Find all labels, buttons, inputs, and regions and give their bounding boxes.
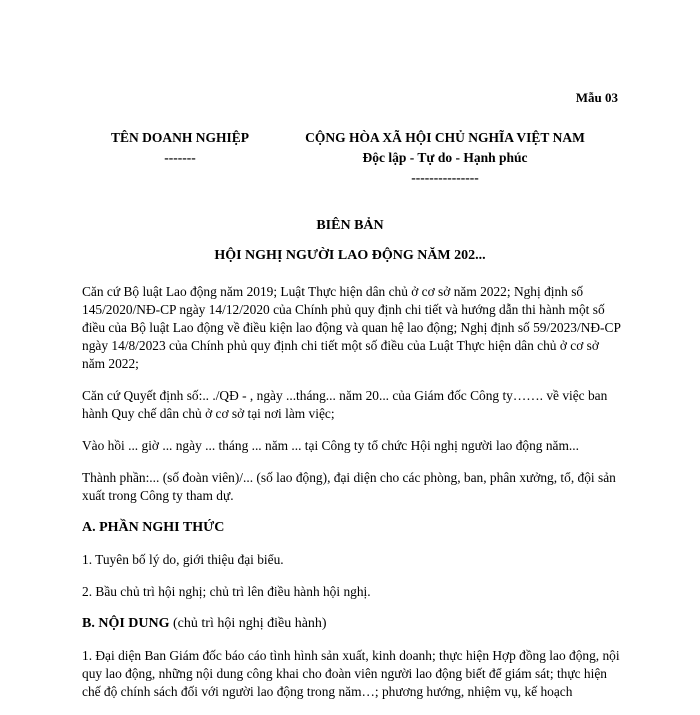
section-a-item: 2. Bầu chủ trì hội nghị; chủ trì lên điều hành hội nghị. [82,584,371,599]
paragraph-decision: Căn cứ Quyết định số:.. ./QĐ - , ngày ...tháng... năm 20... của Giám đốc Công ty……. về việc ban hành Quy chế dân chủ ở cơ sở tại nơi làm việc; [82,388,608,421]
national-divider: --------------- [411,170,479,185]
paragraph-participants: Thành phần:... (số đoàn viên)/... (số lao động), đại diện cho các phòng, ban, phân xưởng, tổ, đội sản xuất trong Công ty tham dự. [82,470,616,503]
paragraph-legal-basis: Căn cứ Bộ luật Lao động năm 2019; Luật Thực hiện dân chủ ở cơ sở năm 2022; Nghị định số 145/2020/NĐ-CP ngày 14/12/2020 của Chính phủ quy định chi tiết và hướng dẫn thi hành một số điều của Bộ luật Lao động về điều kiện lao động và quan hệ lao động; Nghị định số 59/2023/NĐ-CP ngày 14/8/2023 của Chính phủ quy định chi tiết một số điều của Luật Thực hiện dân chủ ở cơ sở năm 2022; [82,284,621,371]
paragraph-time-place: Vào hồi ... giờ ... ngày ... tháng ... năm ... tại Công ty tổ chức Hội nghị người lao động năm... [82,438,579,453]
section-a-item: 1. Tuyên bố lý do, giới thiệu đại biểu. [82,552,284,567]
document-title: BIÊN BẢN [316,218,384,233]
national-motto: Độc lập - Tự do - Hạnh phúc [362,150,528,165]
section-a-heading: A. PHẦN NGHI THỨC [82,520,225,535]
section-b-note: (chủ trì hội nghị điều hành) [169,616,327,631]
form-number: Mẫu 03 [575,90,618,105]
national-title: CỘNG HÒA XÃ HỘI CHỦ NGHĨA VIỆT NAM [305,130,585,145]
section-b-title: B. NỘI DUNG [82,616,170,631]
company-divider: ------- [164,150,196,165]
section-b-item: 1. Đại diện Ban Giám đốc báo cáo tình hình sản xuất, kinh doanh; thực hiện Hợp đồng lao động, nội quy lao động, những nội dung công khai cho đoàn viên người lao động biết để giám sát; thực hiện chế độ chính sách đối với người lao động trong năm…; phương hướng, nhiệm vụ, kế hoạch [82,648,620,699]
section-b-heading [82,615,622,633]
document-body [82,283,622,715]
company-name: TÊN DOANH NGHIỆP [110,130,249,145]
document-subtitle: HỘI NGHỊ NGƯỜI LAO ĐỘNG NĂM 202... [214,248,486,263]
company-header [100,128,260,168]
national-header [290,128,600,188]
